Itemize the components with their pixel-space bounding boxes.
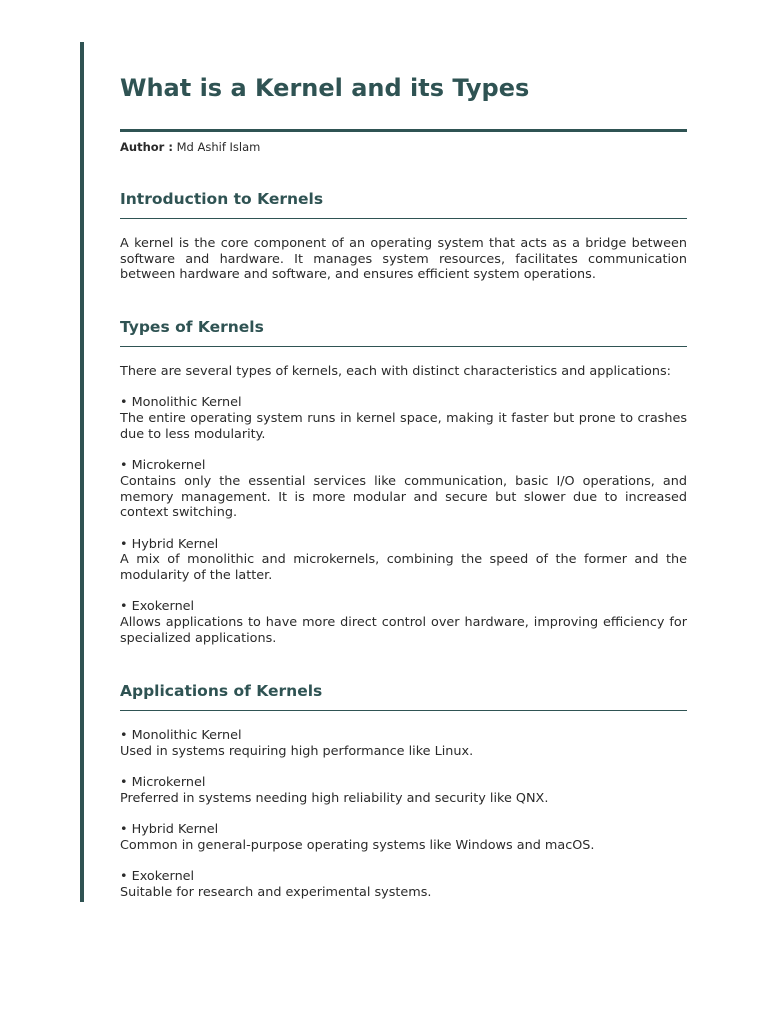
application-kernel-name: • Microkernel bbox=[120, 775, 206, 791]
section-types bbox=[120, 317, 687, 647]
kernel-type-description: The entire operating system runs in kernel space, making it faster but prone to crashes due to less modularity. bbox=[120, 411, 687, 442]
application-description: Common in general-purpose operating systems like Windows and macOS. bbox=[120, 837, 595, 853]
left-margin-rule bbox=[80, 42, 84, 902]
list-item bbox=[120, 458, 687, 521]
application-kernel-name: • Hybrid Kernel bbox=[120, 822, 219, 838]
application-description: Used in systems requiring high performance like Linux. bbox=[120, 743, 474, 759]
list-item bbox=[120, 728, 687, 759]
list-item bbox=[120, 395, 687, 442]
section-divider bbox=[120, 346, 687, 347]
kernel-type-description: Allows applications to have more direct control over hardware, improving efficiency for specialized applications. bbox=[120, 615, 687, 646]
list-item bbox=[120, 775, 687, 806]
section-heading-types: Types of Kernels bbox=[120, 318, 264, 336]
kernel-type-name: • Microkernel bbox=[120, 458, 206, 474]
author-line bbox=[120, 140, 260, 154]
section-applications bbox=[120, 681, 687, 901]
kernel-type-description: A mix of monolithic and microkernels, combining the speed of the former and the modularity of the latter. bbox=[120, 552, 687, 584]
kernel-type-name: • Hybrid Kernel bbox=[120, 536, 219, 552]
intro-paragraph: A kernel is the core component of an operating system that acts as a bridge between software and hardware. It manages system resources, facilitates communication between hardware and software, and ensures efficient system operations. bbox=[120, 236, 687, 283]
kernel-type-name: • Exokernel bbox=[120, 599, 195, 615]
document-title: What is a Kernel and its Types bbox=[120, 74, 530, 102]
application-kernel-name: • Exokernel bbox=[120, 869, 195, 885]
author-name: Md Ashif Islam bbox=[176, 140, 261, 154]
section-introduction bbox=[120, 189, 687, 283]
application-description: Preferred in systems needing high reliability and security like QNX. bbox=[120, 790, 549, 806]
title-divider bbox=[120, 129, 687, 132]
list-item bbox=[120, 537, 687, 584]
kernel-type-description: Contains only the essential services like communication, basic I/O operations, and memory management. It is more modular and secure but slower due to increased context switching. bbox=[120, 473, 687, 521]
kernel-type-name: • Monolithic Kernel bbox=[120, 395, 242, 411]
section-heading-introduction: Introduction to Kernels bbox=[120, 190, 324, 208]
list-item bbox=[120, 599, 687, 646]
types-lead: There are several types of kernels, each with distinct characteristics and applications: bbox=[120, 364, 671, 379]
section-heading-applications: Applications of Kernels bbox=[120, 682, 323, 700]
section-divider bbox=[120, 710, 687, 711]
application-kernel-name: • Monolithic Kernel bbox=[120, 728, 242, 743]
list-item bbox=[120, 869, 687, 900]
author-label: Author : bbox=[120, 140, 173, 154]
list-item bbox=[120, 822, 687, 853]
section-divider bbox=[120, 218, 687, 219]
application-description: Suitable for research and experimental systems. bbox=[120, 884, 432, 900]
